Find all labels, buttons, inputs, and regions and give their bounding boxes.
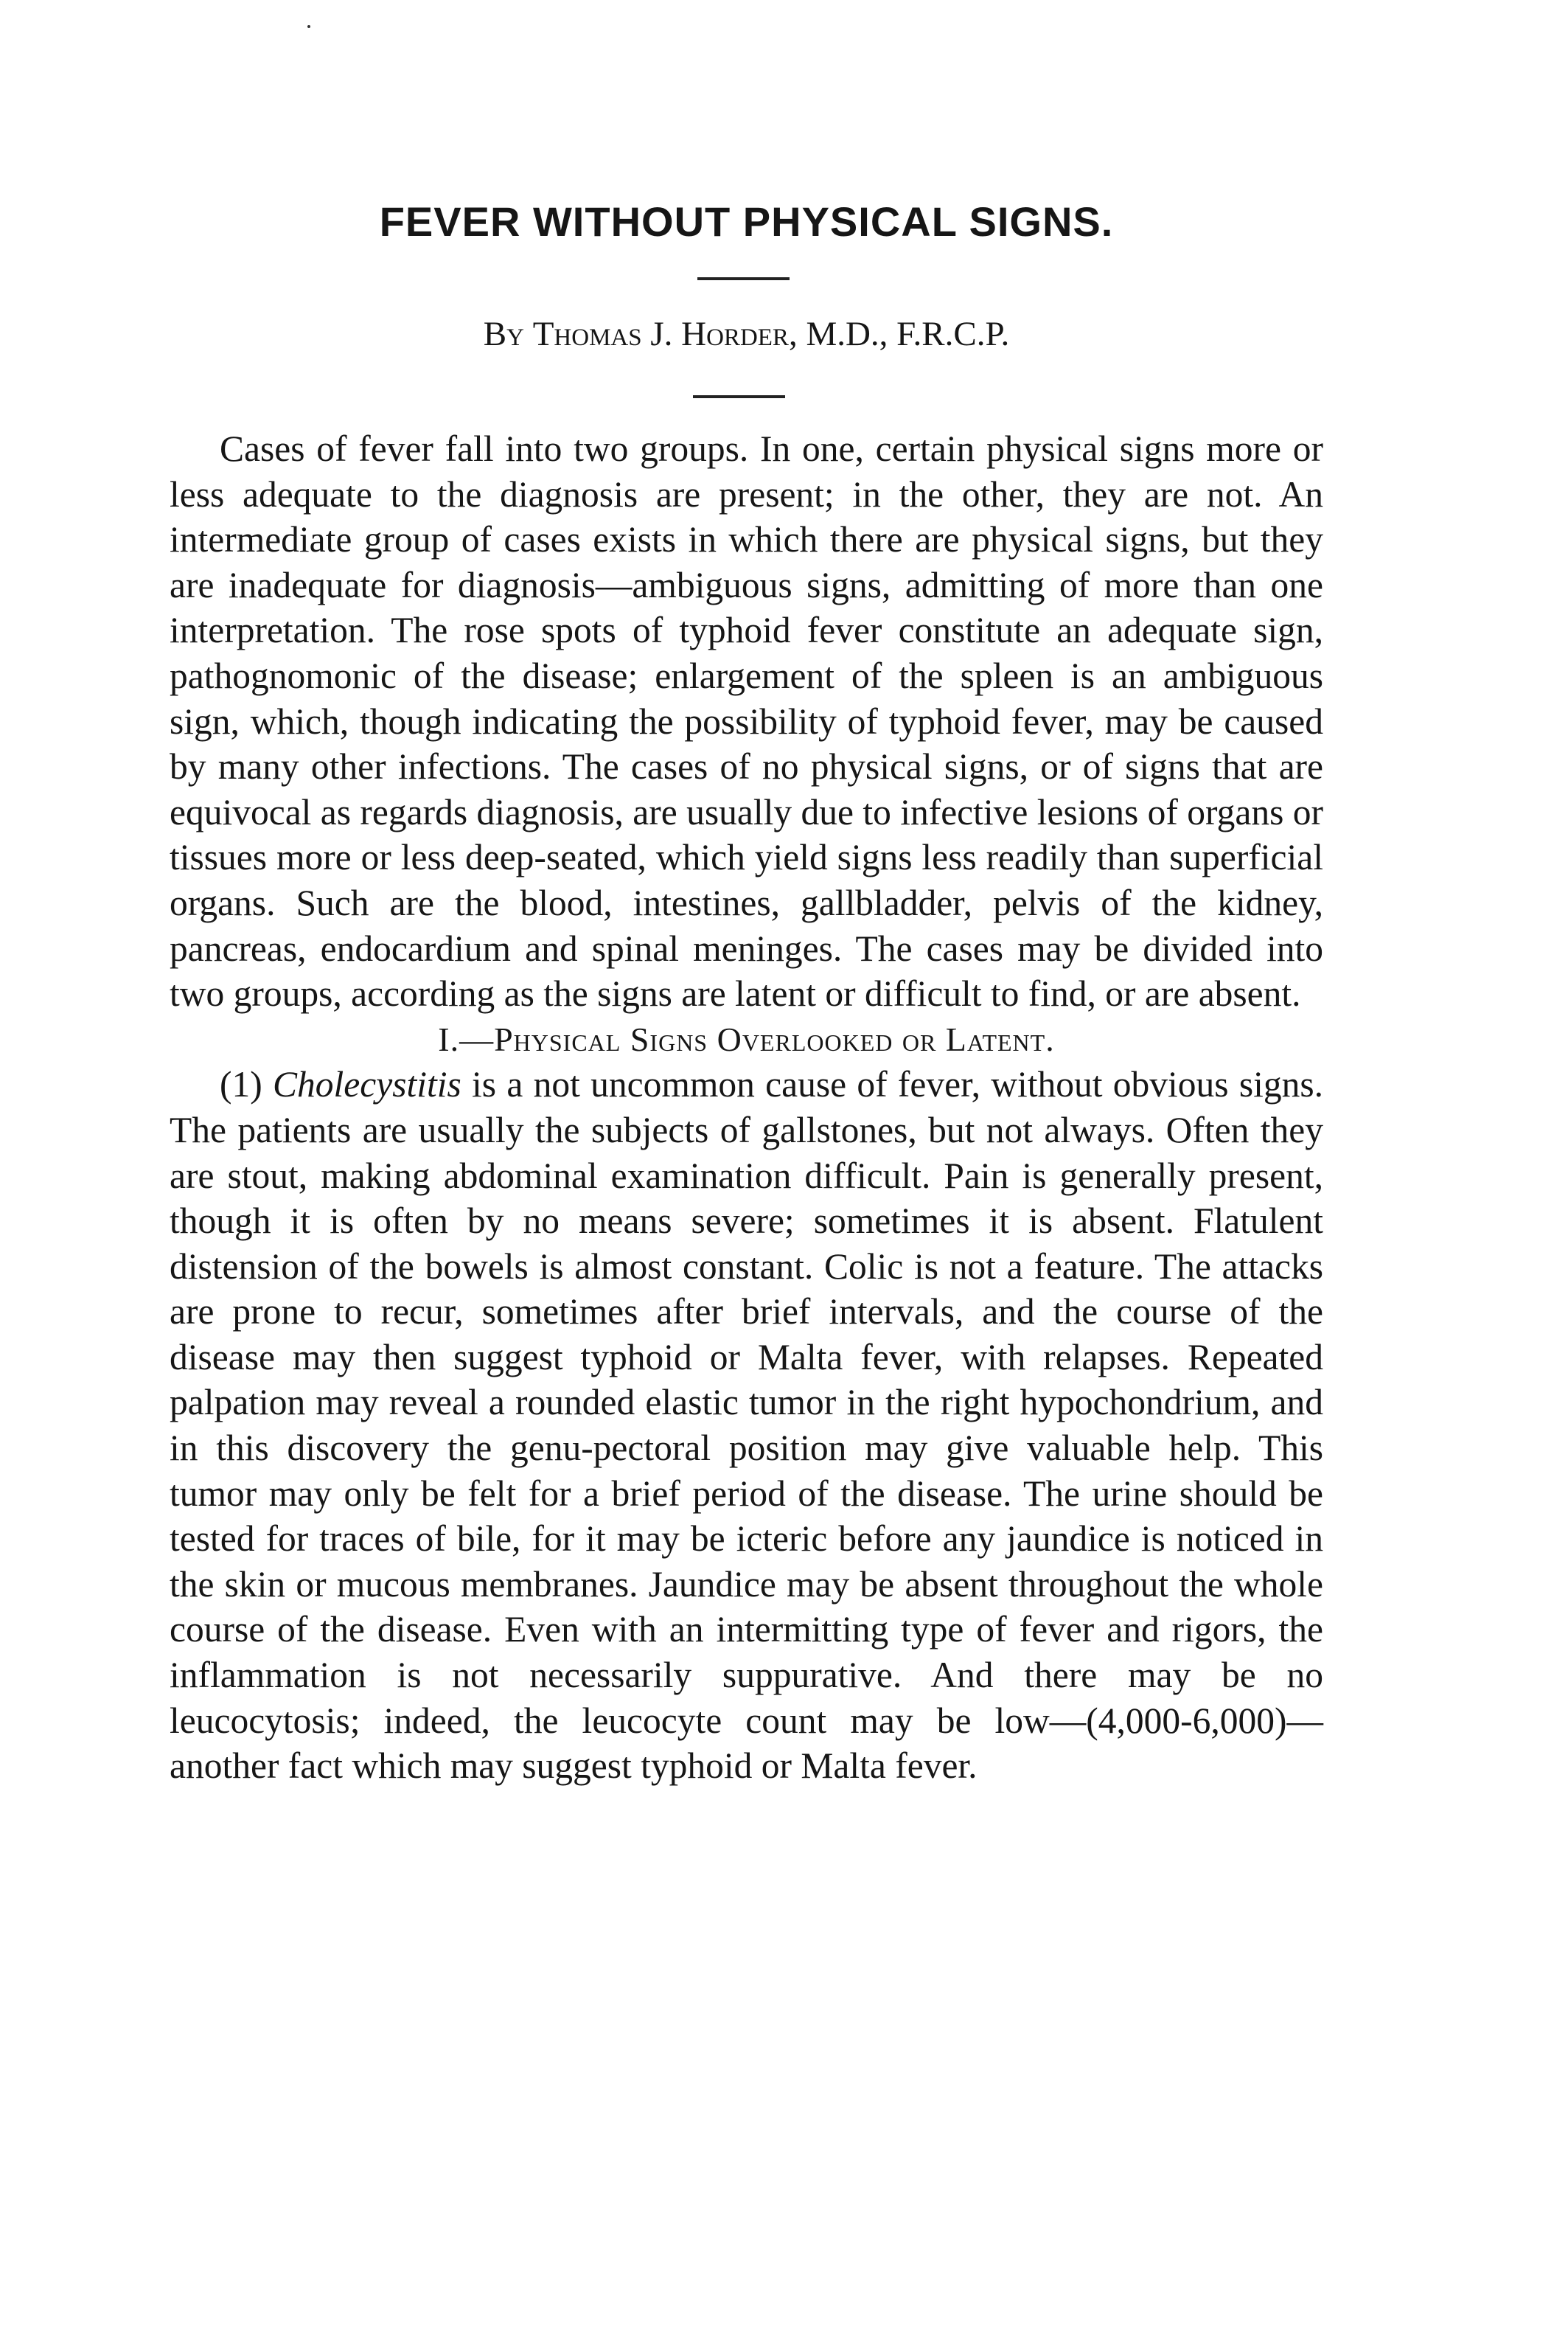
document-page <box>170 0 1323 2350</box>
article-body <box>170 426 1323 1789</box>
article-title: FEVER WITHOUT PHYSICAL SIGNS. <box>379 198 1114 245</box>
section-heading: I.—Physical Signs Overlooked or Latent. <box>438 1020 1055 1058</box>
author-name: Thomas J. Horder <box>532 315 789 353</box>
byline-divider <box>693 395 785 398</box>
author-degrees: , M.D., F.R.C.P. <box>788 315 1010 353</box>
item-number: (1) <box>220 1064 262 1105</box>
title-divider <box>697 277 790 280</box>
byline <box>170 314 1323 354</box>
item-paragraph <box>170 1062 1323 1789</box>
print-speck <box>307 25 310 28</box>
item-text: is a not uncommon cause of fever, without obvious signs. The patients are usually the subjects of gallstones, but not always. Often they are stout, making abdominal examination difficult. Pain is generally present, though it is often by no means severe; sometimes it is absent. Flatulent distension of the bowels is almost constant. Colic is not a feature. The attacks are prone to recur, sometimes after brief intervals, and the course of the disease may then suggest typhoid or Malta fever, with relapses. Repeated palpation may reveal a rounded elastic tumor in the right hypochondrium, and in this discovery the genu-pectoral position may give valuable help. This tumor may only be felt for a brief period of the disease. The urine should be tested for traces of bile, for it may be icteric before any jaundice is noticed in the skin or mucous membranes. Jaundice may be absent throughout the whole course of the disease. Even with an intermitting type of fever and rigors, the inflammation is not necessarily suppurative. And there may be no leucocytosis; indeed, the leucocyte count may be low—(4,000-6,000)—another fact which may suggest typhoid or Malta fever. <box>170 1064 1324 1787</box>
byline-prefix: By <box>483 315 524 353</box>
item-term: Cholecystitis <box>273 1064 461 1105</box>
intro-paragraph: Cases of fever fall into two groups. In one, certain physical signs more or less adequate to the diagnosis are present; in the other, they are not. An intermediate group of cases exists in which there are physical signs, but they are inadequate for diagnosis—ambiguous signs, admitting of more than one interpretation. The rose spots of typhoid fever constitute an adequate sign, pathognomonic of the disease; enlargement of the spleen is an ambiguous sign, which, though indicating the possibility of typhoid fever, may be caused by many other infections. The cases of no physical signs, or of signs that are equivocal as regards diagnosis, are usually due to infective lesions of organs or tissues more or less deep-seated, which yield signs less readily than superficial organs. Such are the blood, intestines, gallbladder, pelvis of the kidney, pancreas, endocardium and spinal meninges. The cases may be divided into two groups, according as the signs are latent or difficult to find, or are absent. <box>170 428 1323 1015</box>
